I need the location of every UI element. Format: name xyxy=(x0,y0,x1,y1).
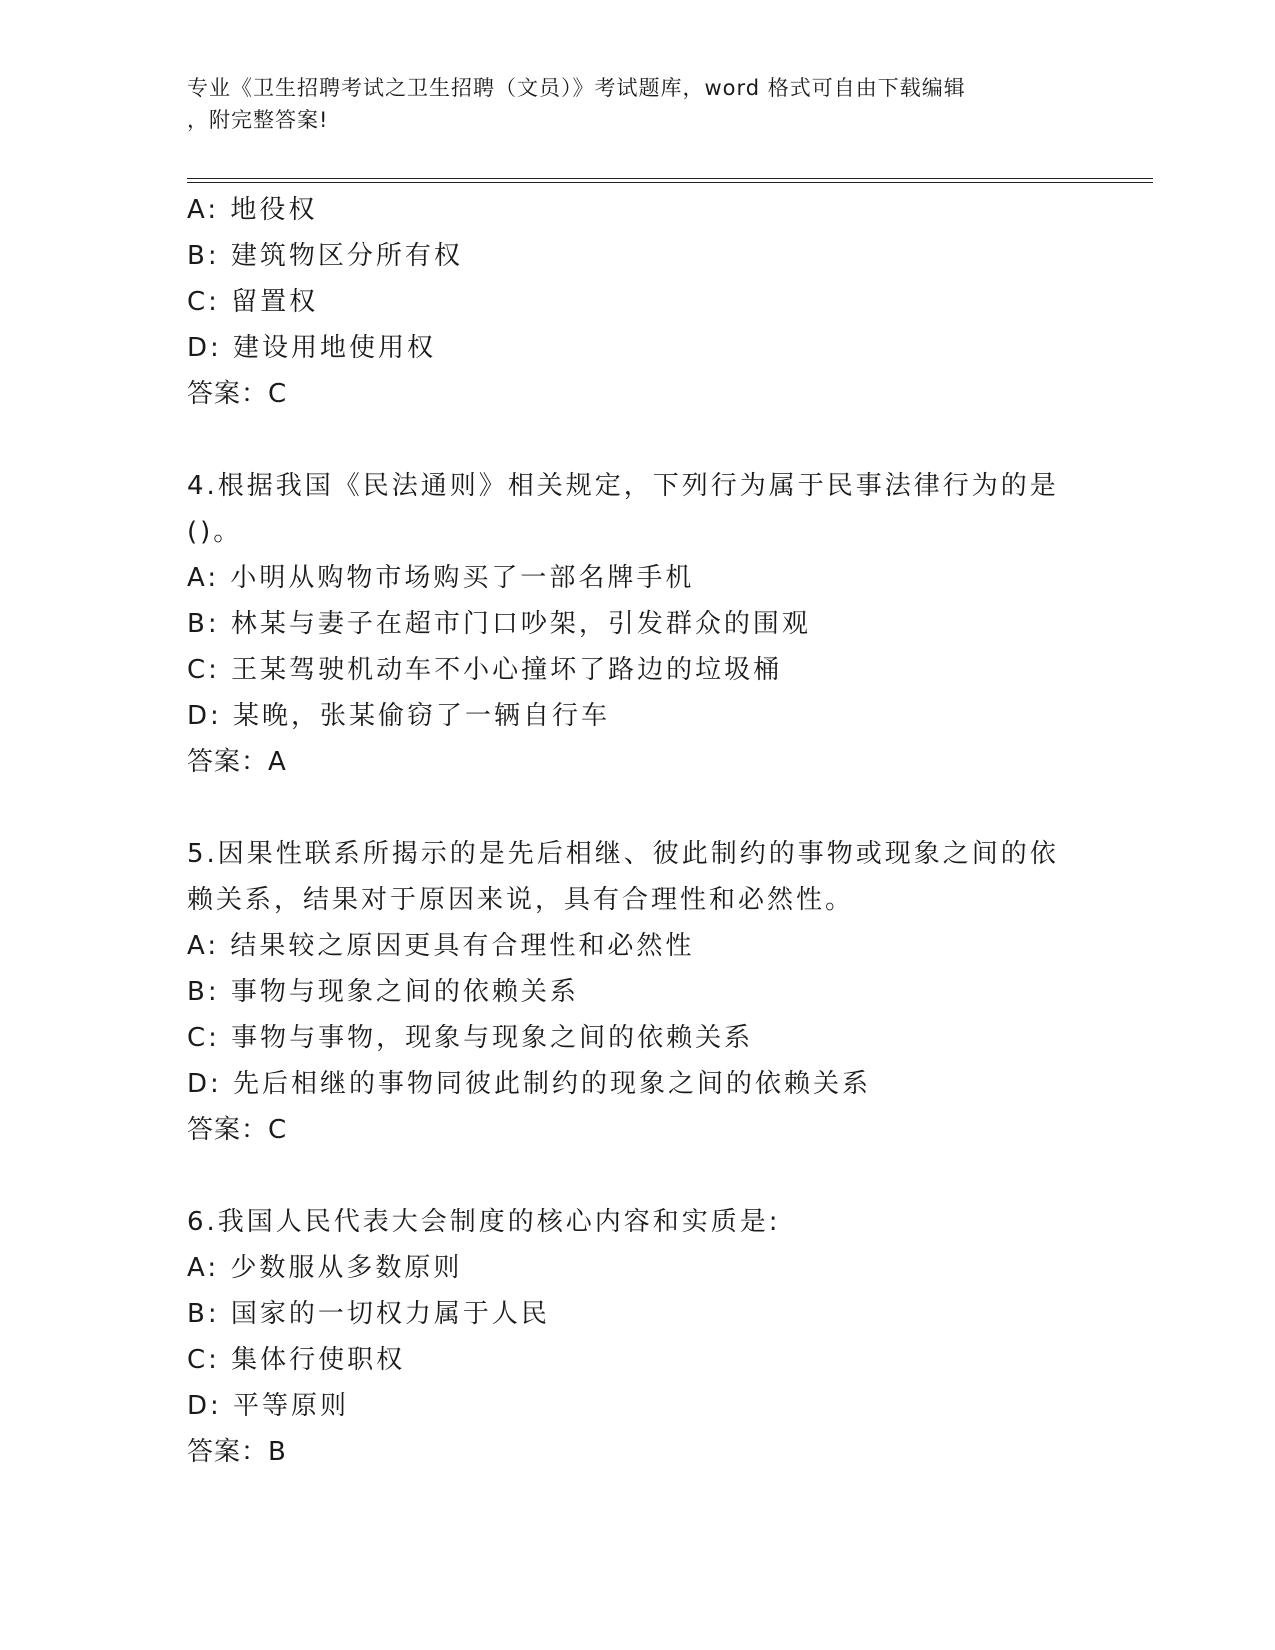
question-stem: 6.我国人民代表大会制度的核心内容和实质是: xyxy=(187,1207,781,1237)
header-title-line-2: ，附完整答案! xyxy=(187,108,329,132)
spacer xyxy=(187,1153,1107,1199)
option-b: B: 国家的一切权力属于人民 xyxy=(187,1299,550,1329)
option-d: D: 先后相继的事物同彼此制约的现象之间的依赖关系 xyxy=(187,1069,872,1099)
document-header xyxy=(187,72,1087,136)
option-b: B: 建筑物区分所有权 xyxy=(187,241,463,271)
option-c: C: 事物与事物，现象与现象之间的依赖关系 xyxy=(187,1023,754,1053)
option-d: D: 建设用地使用权 xyxy=(187,333,437,363)
option-a: A: 地役权 xyxy=(187,195,318,225)
question-stem-continued: 赖关系，结果对于原因来说，具有合理性和必然性。 xyxy=(187,885,855,915)
question-stem: 5.因果性联系所揭示的是先后相继、彼此制约的事物或现象之间的依 xyxy=(187,839,1059,869)
answer-line: 答案：A xyxy=(187,747,287,777)
header-divider-top xyxy=(187,178,1153,179)
option-c: C: 集体行使职权 xyxy=(187,1345,406,1375)
question-list xyxy=(187,187,1107,1475)
spacer xyxy=(187,785,1107,831)
option-a: A: 结果较之原因更具有合理性和必然性 xyxy=(187,931,695,961)
option-c: C: 留置权 xyxy=(187,287,319,317)
option-a: A: 小明从购物市场购买了一部名牌手机 xyxy=(187,563,695,593)
spacer xyxy=(187,417,1107,463)
option-b: B: 林某与妻子在超市门口吵架，引发群众的围观 xyxy=(187,609,811,639)
option-d: D: 某晚，张某偷窃了一辆自行车 xyxy=(187,701,611,731)
question-6 xyxy=(187,1199,1107,1475)
answer-line: 答案：C xyxy=(187,1115,288,1145)
option-d: D: 平等原则 xyxy=(187,1391,350,1421)
question-4 xyxy=(187,463,1107,785)
option-b: B: 事物与现象之间的依赖关系 xyxy=(187,977,579,1007)
option-a: A: 少数服从多数原则 xyxy=(187,1253,463,1283)
question-stem-continued: ()。 xyxy=(187,517,243,547)
question-stem: 4.根据我国《民法通则》相关规定，下列行为属于民事法律行为的是 xyxy=(187,471,1059,501)
header-divider-bottom xyxy=(187,182,1153,183)
question-5 xyxy=(187,831,1107,1153)
answer-line: 答案：B xyxy=(187,1437,287,1467)
option-c: C: 王某驾驶机动车不小心撞坏了路边的垃圾桶 xyxy=(187,655,783,685)
question-3 xyxy=(187,187,1107,417)
header-title-line-1: 专业《卫生招聘考试之卫生招聘（文员）》考试题库，word 格式可自由下载编辑 xyxy=(187,76,966,100)
answer-line: 答案：C xyxy=(187,379,288,409)
